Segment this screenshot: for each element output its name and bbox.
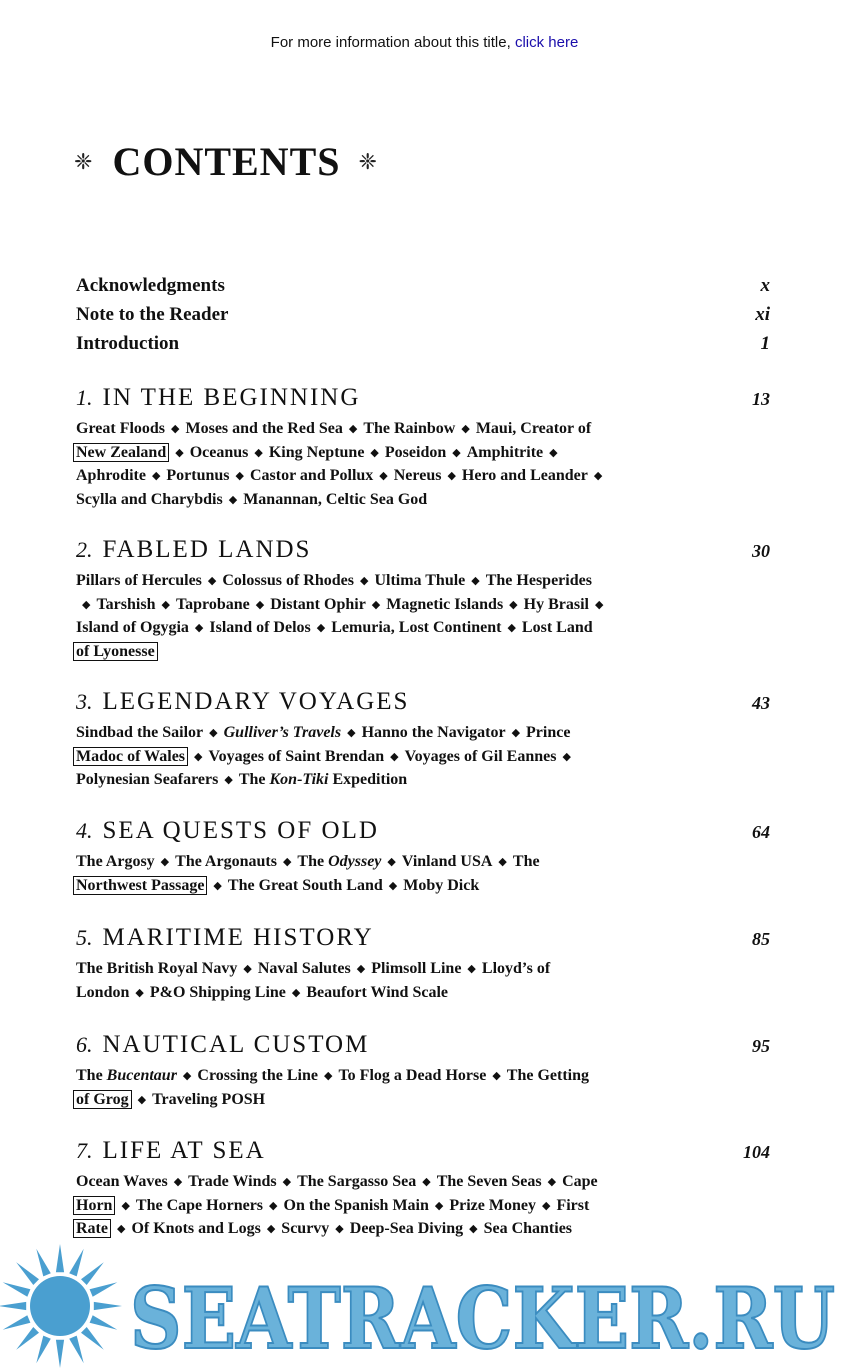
topic-line: [76, 418, 676, 442]
topic-item[interactable]: Portunus: [166, 467, 230, 485]
topic-item[interactable]: The Cape Horners: [135, 1196, 264, 1214]
chapter-heading[interactable]: [76, 817, 770, 845]
topic-item[interactable]: The Sargasso Sea: [297, 1173, 417, 1190]
diamond-separator-icon: ◆: [371, 598, 381, 611]
sun-ray: [3, 1315, 31, 1330]
diamond-separator-icon: ◆: [388, 879, 398, 892]
diamond-separator-icon: ◆: [549, 446, 558, 459]
front-matter-label: Introduction: [76, 333, 180, 354]
diamond-separator-icon: ◆: [324, 1070, 333, 1082]
topic-line: [76, 769, 676, 793]
chapter-number: 2.: [76, 537, 93, 562]
diamond-separator-icon: ◆: [228, 494, 238, 507]
diamond-separator-icon: ◆: [173, 1176, 183, 1188]
chapter-heading[interactable]: [76, 536, 770, 564]
topic-item[interactable]: The Argonauts: [175, 853, 277, 870]
diamond-separator-icon: ◆: [356, 963, 366, 975]
topic-item[interactable]: [76, 1067, 177, 1084]
front-matter-label: Note to the Reader: [76, 304, 229, 325]
diamond-separator-icon: ◆: [379, 470, 388, 483]
diamond-separator-icon: ◆: [461, 423, 470, 435]
topic-item-text: The: [297, 853, 329, 870]
topic-item[interactable]: Magnetic Islands: [386, 595, 504, 613]
diamond-separator-icon: ◆: [347, 727, 356, 739]
topic-item[interactable]: London: [76, 983, 130, 1001]
topic-line: [76, 958, 676, 982]
topic-item[interactable]: Prize Money: [449, 1196, 536, 1214]
topic-item-italic: Odyssey: [328, 853, 382, 870]
diamond-separator-icon: ◆: [116, 1223, 126, 1236]
sun-ray: [94, 1302, 122, 1310]
topic-item[interactable]: Nereus: [393, 467, 442, 485]
topic-item[interactable]: The British Royal Navy: [76, 960, 238, 977]
diamond-separator-icon: ◆: [507, 622, 516, 635]
topic-item[interactable]: Great Floods: [76, 420, 166, 437]
topic-item[interactable]: Island of Ogygia: [76, 619, 189, 637]
topic-item[interactable]: Naval Salutes: [257, 960, 351, 977]
topic-item[interactable]: Hero and Leander: [461, 467, 588, 485]
topic-item-text: The: [76, 1067, 107, 1084]
topic-item[interactable]: Vinland USA: [401, 853, 493, 870]
diamond-separator-icon: ◆: [224, 774, 233, 787]
diamond-separator-icon: ◆: [151, 470, 161, 483]
sun-ray: [0, 1302, 26, 1310]
diamond-separator-icon: ◆: [335, 1223, 344, 1236]
chapter-title: SEA QUESTS OF OLD: [102, 817, 379, 844]
chapter-section: [76, 1031, 770, 1112]
diamond-separator-icon: ◆: [447, 470, 456, 483]
topic-item[interactable]: On the Spanish Main: [283, 1196, 429, 1214]
front-matter-page: 1: [760, 333, 770, 354]
chapter-heading[interactable]: [76, 1137, 770, 1165]
topic-line: [76, 489, 676, 513]
front-matter-page: xi: [755, 304, 770, 325]
topic-item[interactable]: King Neptune: [268, 443, 365, 461]
chapter-section: [76, 817, 770, 898]
topic-item[interactable]: Rate: [73, 1219, 111, 1238]
chapter-number: 1.: [76, 385, 93, 410]
chapter-page: 30: [752, 541, 770, 561]
sun-ray: [56, 1244, 64, 1272]
diamond-separator-icon: ◆: [243, 963, 252, 975]
topic-item[interactable]: Prince: [526, 724, 571, 741]
topic-item[interactable]: Lost Land: [521, 619, 593, 637]
fleuron-left-icon: ❈: [74, 148, 93, 174]
sun-ray: [90, 1315, 118, 1330]
topic-item[interactable]: Of Knots and Logs: [131, 1220, 261, 1238]
chapter-number: 6.: [76, 1032, 93, 1057]
chapter-heading[interactable]: [76, 1031, 770, 1059]
sun-ray: [3, 1282, 31, 1297]
chapter-page: 104: [743, 1142, 770, 1162]
diamond-separator-icon: ◆: [434, 1199, 444, 1212]
diamond-separator-icon: ◆: [175, 446, 184, 459]
topic-item[interactable]: Amphitrite: [466, 443, 544, 461]
diamond-separator-icon: ◆: [467, 963, 476, 975]
topic-item[interactable]: Sea Chanties: [483, 1220, 573, 1238]
chapter-number: 5.: [76, 925, 93, 950]
diamond-separator-icon: ◆: [348, 423, 358, 435]
page-title: CONTENTS: [112, 139, 341, 184]
topic-line: [76, 594, 676, 618]
topic-item[interactable]: The: [512, 853, 540, 870]
topic-item-text: The: [238, 771, 270, 789]
diamond-separator-icon: ◆: [541, 1199, 551, 1212]
diamond-separator-icon: ◆: [235, 470, 244, 483]
contents-heading: [74, 138, 377, 185]
click-here-link[interactable]: click here: [514, 34, 579, 51]
chapter-title: MARITIME HISTORY: [102, 924, 374, 951]
topic-item[interactable]: Plimsoll Line: [371, 960, 462, 977]
chapter-section: [76, 688, 770, 793]
topic-line: [76, 1089, 676, 1113]
diamond-separator-icon: ◆: [254, 446, 263, 459]
top-note-text: For more information about this title,: [270, 34, 511, 51]
diamond-separator-icon: ◆: [255, 598, 265, 611]
topic-item[interactable]: Aphrodite: [76, 467, 146, 485]
diamond-separator-icon: ◆: [213, 879, 222, 892]
diamond-separator-icon: ◆: [207, 575, 217, 587]
diamond-separator-icon: ◆: [387, 856, 396, 868]
topic-item[interactable]: of Grog: [73, 1090, 132, 1109]
diamond-separator-icon: ◆: [547, 1176, 557, 1188]
diamond-separator-icon: ◆: [390, 750, 399, 763]
topic-line: [76, 875, 676, 899]
topic-line: [76, 722, 676, 746]
topic-item[interactable]: The Seven Seas: [436, 1173, 542, 1190]
topic-item-italic: Bucentaur: [106, 1067, 177, 1084]
chapter-title: IN THE BEGINNING: [102, 384, 361, 411]
diamond-separator-icon: ◆: [511, 727, 521, 739]
chapter-section: [76, 384, 770, 513]
diamond-separator-icon: ◆: [209, 727, 218, 739]
chapter-label: [76, 1031, 369, 1059]
topic-line: [76, 442, 676, 466]
chapter-number: 4.: [76, 818, 93, 843]
topic-item[interactable]: Maui, Creator of: [475, 420, 592, 437]
sun-ray: [90, 1282, 118, 1297]
diamond-separator-icon: ◆: [135, 986, 144, 999]
topic-item[interactable]: Northwest Passage: [73, 876, 207, 895]
topic-item[interactable]: Lemuria, Lost Continent: [331, 619, 502, 637]
sun-ray: [69, 1249, 84, 1277]
chapter-heading[interactable]: [76, 924, 770, 952]
topic-item[interactable]: Traveling POSH: [152, 1090, 266, 1108]
topic-line: [76, 641, 676, 664]
diamond-separator-icon: ◆: [593, 470, 603, 483]
diamond-separator-icon: ◆: [370, 446, 379, 459]
topic-line: [76, 465, 676, 489]
chapter-heading[interactable]: [76, 384, 770, 412]
topic-item[interactable]: Tarshish: [96, 595, 156, 613]
diamond-separator-icon: ◆: [121, 1199, 130, 1212]
chapter-title: LEGENDARY VOYAGES: [102, 688, 410, 715]
topic-item[interactable]: Pillars of Hercules: [76, 572, 202, 589]
topic-item[interactable]: Voyages of Saint Brendan: [208, 747, 385, 765]
diamond-separator-icon: ◆: [594, 598, 604, 611]
topic-item[interactable]: of Lyonesse: [73, 642, 158, 661]
topic-line: [76, 1065, 676, 1089]
topic-item[interactable]: Trade Winds: [188, 1173, 277, 1190]
topic-line: [76, 746, 676, 770]
topic-item[interactable]: Crossing the Line: [197, 1067, 318, 1084]
chapter-heading[interactable]: [76, 688, 770, 716]
topic-item[interactable]: The Hesperides: [485, 572, 592, 589]
topic-item[interactable]: The Rainbow: [363, 420, 456, 437]
topic-item[interactable]: Hanno the Navigator: [361, 724, 506, 741]
topic-item[interactable]: Poseidon: [384, 443, 447, 461]
topic-item[interactable]: Horn: [73, 1196, 115, 1215]
chapter-label: [76, 1137, 266, 1165]
topic-item[interactable]: Moses and the Red Sea: [185, 420, 343, 437]
chapter-title: NAUTICAL CUSTOM: [102, 1031, 370, 1058]
topic-item[interactable]: Scurvy: [281, 1220, 330, 1238]
topic-line: [76, 1195, 676, 1219]
front-matter-list: [76, 275, 770, 362]
chapter-page: 95: [752, 1036, 770, 1056]
diamond-separator-icon: ◆: [269, 1199, 278, 1212]
topic-line: [76, 570, 676, 594]
topic-line: [76, 617, 676, 641]
sun-ray: [69, 1336, 84, 1364]
topic-line: [76, 982, 676, 1006]
chapter-section: [76, 924, 770, 1005]
topic-item[interactable]: Distant Ophir: [270, 595, 366, 613]
sun-ray: [36, 1336, 51, 1364]
diamond-separator-icon: ◆: [171, 423, 180, 435]
diamond-separator-icon: ◆: [452, 446, 461, 459]
topic-item[interactable]: [297, 853, 381, 870]
topic-item-italic: Gulliver’s Travels: [223, 724, 342, 741]
chapter-page: 64: [752, 822, 770, 842]
chapter-section: [76, 536, 770, 664]
topic-item[interactable]: Oceanus: [189, 443, 249, 461]
chapter-number: 3.: [76, 689, 93, 714]
topic-item[interactable]: Ocean Waves: [76, 1173, 168, 1190]
chapter-page: 85: [752, 929, 770, 949]
diamond-separator-icon: ◆: [282, 1176, 292, 1188]
diamond-separator-icon: ◆: [194, 750, 203, 763]
chapter-page: 13: [752, 389, 770, 409]
topic-item[interactable]: To Flog a Dead Horse: [338, 1067, 487, 1084]
chapter-label: [76, 924, 374, 952]
watermark-text: SEATRACKER.RU: [130, 1269, 835, 1368]
topic-item[interactable]: [224, 724, 341, 741]
diamond-separator-icon: ◆: [137, 1093, 147, 1106]
topic-line: [76, 1218, 676, 1242]
topic-item[interactable]: Sindbad the Sailor: [76, 724, 204, 741]
front-matter-item[interactable]: [76, 333, 770, 362]
diamond-separator-icon: ◆: [471, 575, 480, 587]
diamond-separator-icon: ◆: [469, 1223, 478, 1236]
diamond-separator-icon: ◆: [316, 622, 326, 635]
diamond-separator-icon: ◆: [359, 575, 369, 587]
diamond-separator-icon: ◆: [182, 1070, 192, 1082]
topic-item[interactable]: First: [556, 1196, 590, 1214]
diamond-separator-icon: ◆: [266, 1223, 276, 1236]
topic-item[interactable]: Madoc of Wales: [73, 747, 188, 766]
diamond-separator-icon: ◆: [509, 598, 518, 611]
diamond-separator-icon: ◆: [82, 598, 91, 611]
topic-item[interactable]: [239, 771, 407, 788]
topic-item[interactable]: Beaufort Wind Scale: [306, 983, 448, 1001]
topic-item[interactable]: Voyages of Gil Eannes: [404, 747, 557, 765]
topic-item[interactable]: P&O Shipping Line: [149, 983, 286, 1001]
topic-item[interactable]: Manannan, Celtic Sea God: [243, 491, 428, 509]
chapter-number: 7.: [76, 1138, 93, 1163]
chapter-title: FABLED LANDS: [102, 536, 312, 563]
sun-ray: [16, 1327, 39, 1350]
chapter-title: LIFE AT SEA: [102, 1137, 266, 1164]
topic-item[interactable]: Island of Delos: [209, 619, 311, 637]
watermark: [0, 1240, 849, 1368]
diamond-separator-icon: ◆: [160, 856, 170, 868]
topic-item[interactable]: New Zealand: [73, 443, 169, 462]
sun-ray: [16, 1262, 39, 1285]
topic-item[interactable]: Deep-Sea Diving: [349, 1220, 464, 1238]
sun-ray: [81, 1327, 104, 1350]
diamond-separator-icon: ◆: [282, 856, 292, 868]
sun-ray: [56, 1340, 64, 1368]
chapter-page: 43: [752, 693, 770, 713]
topic-line: [76, 851, 676, 875]
topic-item-italic: Kon-Tiki: [269, 771, 329, 789]
topic-item[interactable]: Polynesian Seafarers: [76, 771, 219, 789]
diamond-separator-icon: ◆: [562, 750, 571, 763]
topic-line: [76, 1171, 676, 1195]
front-matter-label: Acknowledgments: [76, 275, 225, 296]
topic-item[interactable]: Colossus of Rhodes: [222, 572, 354, 589]
topic-item[interactable]: The Getting: [506, 1067, 590, 1084]
top-note: [0, 34, 849, 51]
topic-item[interactable]: Moby Dick: [403, 876, 480, 894]
fleuron-right-icon: ❈: [358, 148, 377, 174]
topic-item[interactable]: Taprobane: [175, 595, 250, 613]
sun-logo-icon: [0, 1244, 122, 1368]
topic-item[interactable]: Cape: [562, 1173, 598, 1190]
diamond-separator-icon: ◆: [492, 1070, 501, 1082]
topic-item[interactable]: Scylla and Charybdis: [76, 491, 223, 509]
diamond-separator-icon: ◆: [498, 856, 507, 868]
chapter-label: [76, 688, 409, 716]
sun-ray: [36, 1249, 51, 1277]
diamond-separator-icon: ◆: [422, 1176, 431, 1188]
chapter-label: [76, 536, 311, 564]
topic-item-text: Expedition: [328, 771, 408, 789]
diamond-separator-icon: ◆: [161, 598, 170, 611]
topic-item[interactable]: Hy Brasil: [523, 595, 589, 613]
topic-item[interactable]: Ultima Thule: [374, 572, 466, 589]
topic-item[interactable]: The Great South Land: [227, 876, 383, 894]
front-matter-item[interactable]: [76, 304, 770, 333]
sun-ray: [81, 1262, 104, 1285]
topic-item[interactable]: Lloyd’s of: [481, 960, 551, 977]
chapter-label: [76, 384, 360, 412]
chapter-section: [76, 1137, 770, 1242]
front-matter-item[interactable]: [76, 275, 770, 304]
diamond-separator-icon: ◆: [291, 986, 301, 999]
front-matter-page: x: [760, 275, 770, 296]
diamond-separator-icon: ◆: [194, 622, 204, 635]
topic-item[interactable]: The Argosy: [76, 853, 155, 870]
chapter-label: [76, 817, 379, 845]
topic-item[interactable]: Castor and Pollux: [250, 467, 374, 485]
